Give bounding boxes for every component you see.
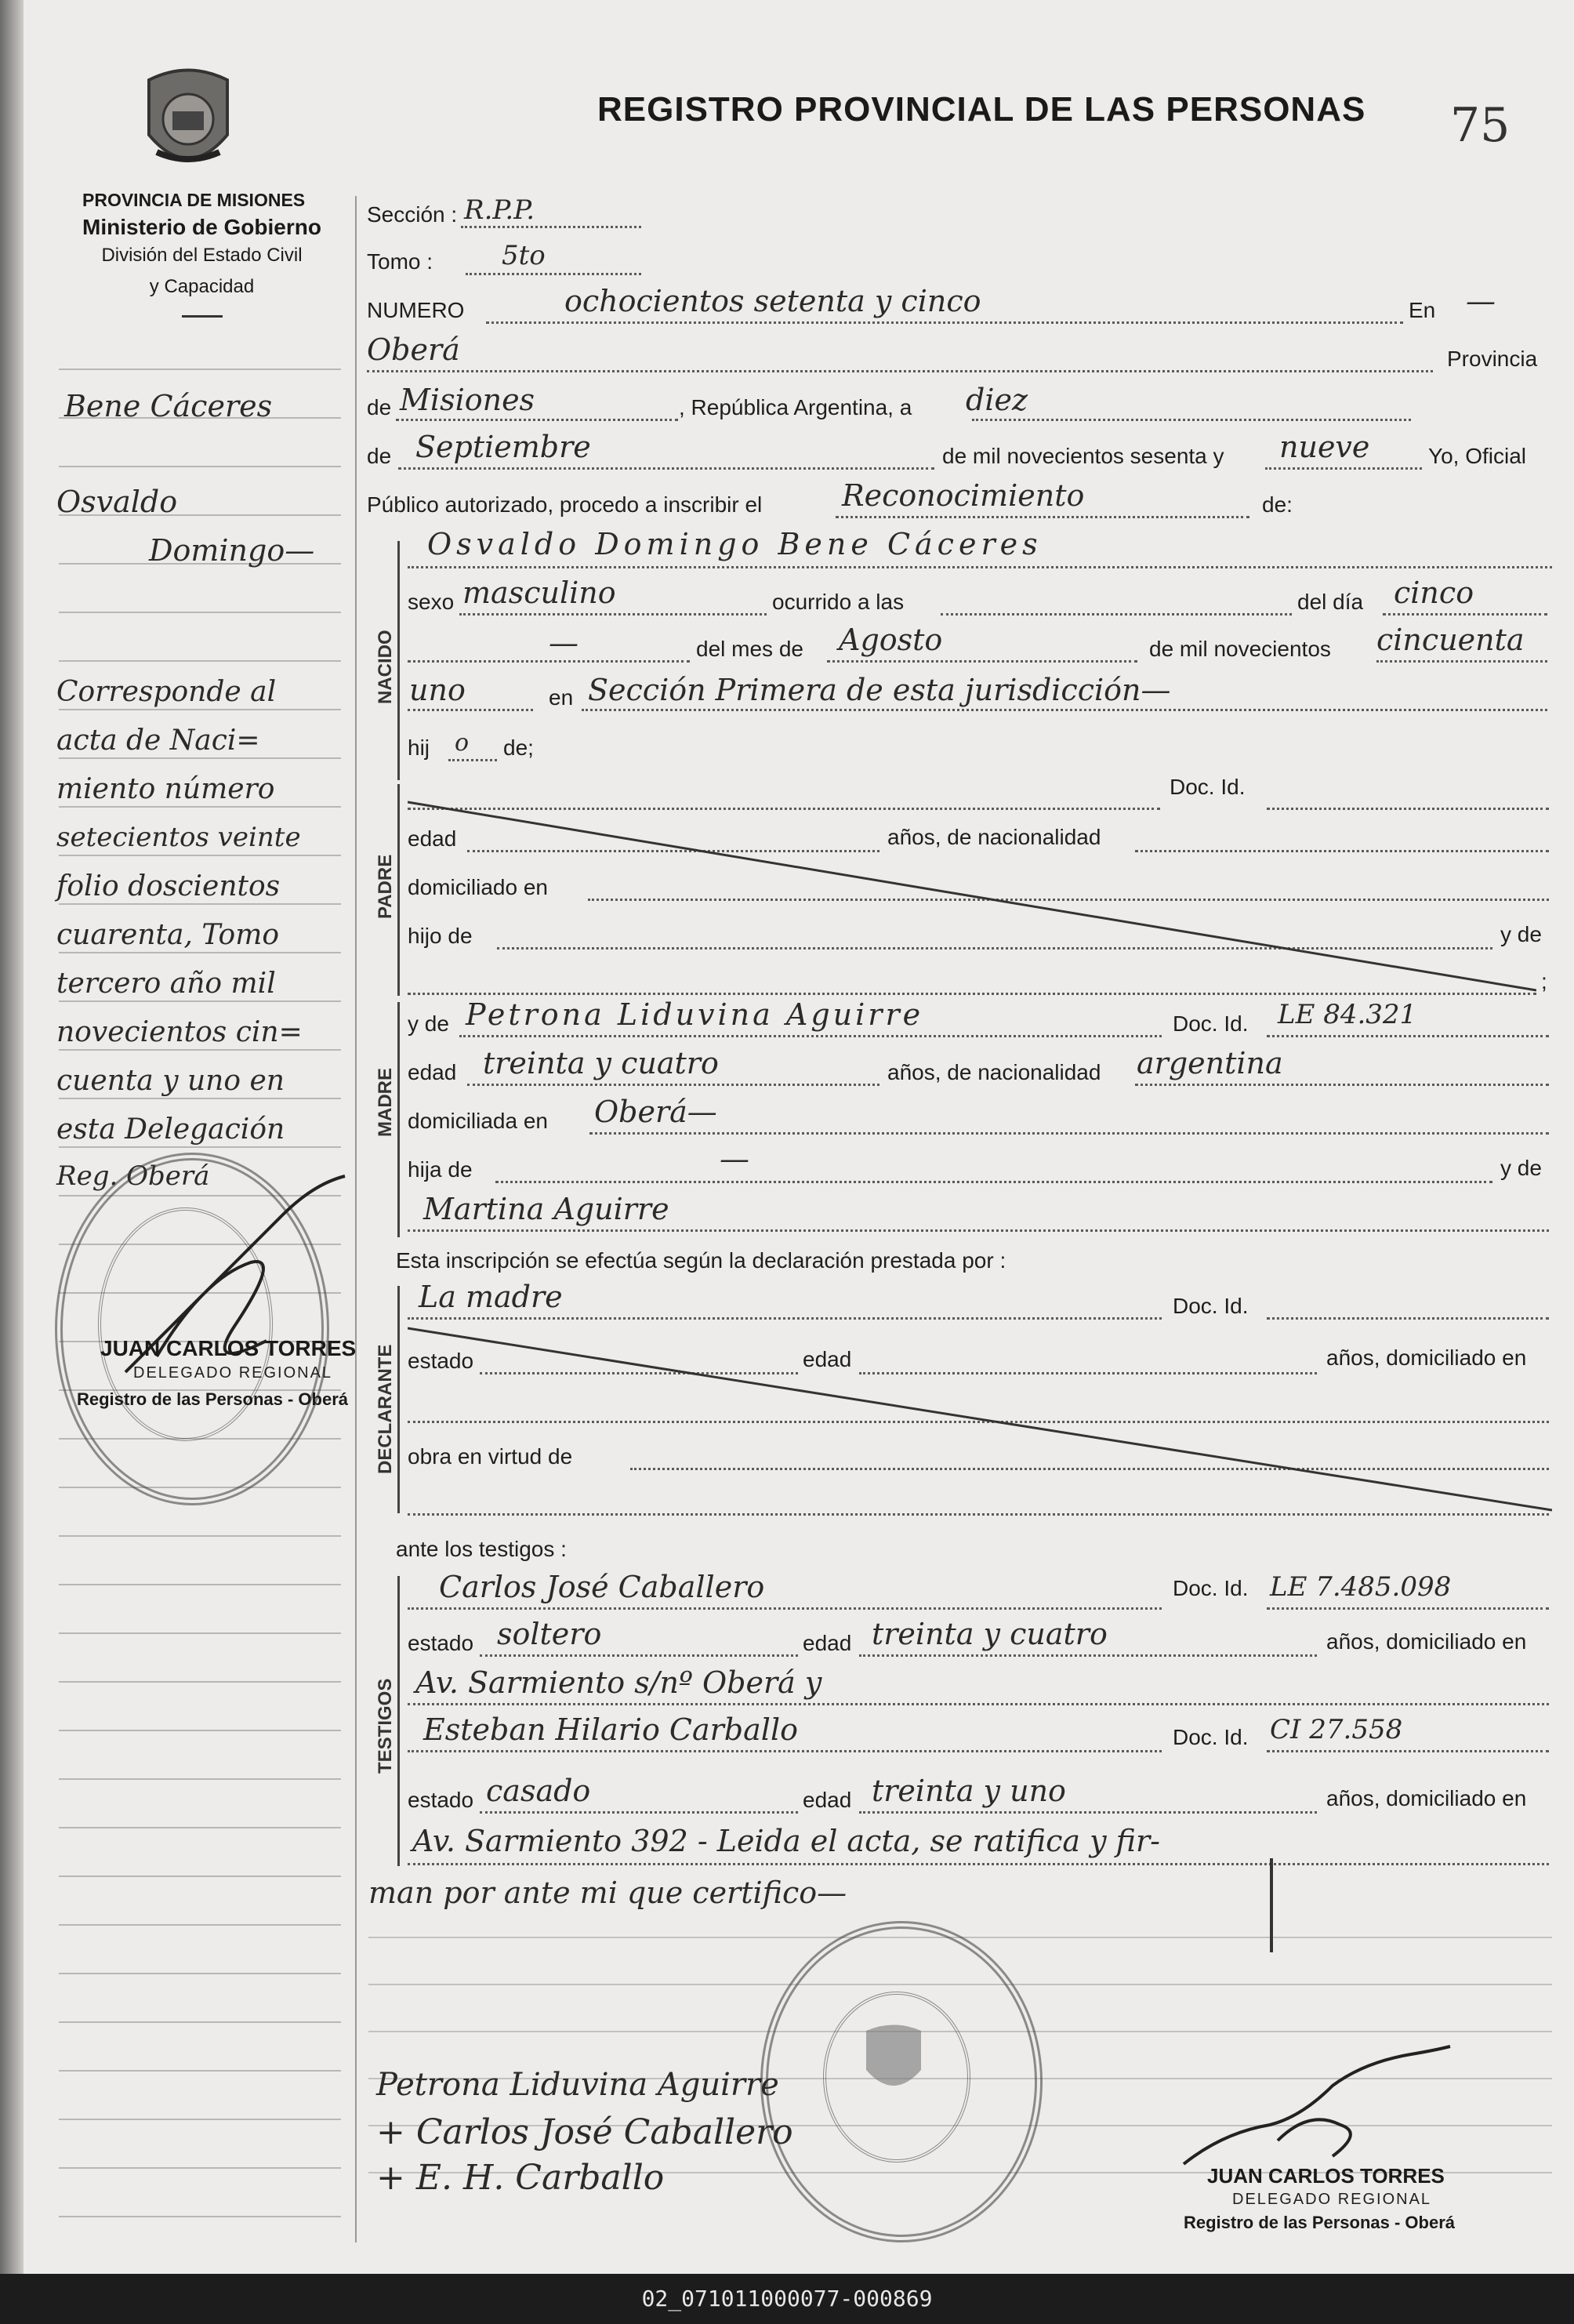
signature-mother: Petrona Liduvina Aguirre	[376, 2067, 779, 2103]
padre-bracket	[397, 784, 400, 996]
coat-of-arms-icon	[141, 64, 235, 182]
margin-note-4: setecientos veinte	[56, 822, 301, 853]
official-role: DELEGADO REGIONAL	[1232, 2191, 1432, 2208]
madre-y-de-label: y de	[408, 1011, 449, 1036]
madre-dom-value: Oberá—	[594, 1095, 717, 1129]
en-label: En	[1409, 298, 1436, 322]
page-number: 75	[1450, 98, 1511, 153]
madre-bracket	[397, 1002, 400, 1237]
madre-doc-label: Doc. Id.	[1173, 1011, 1249, 1036]
testigo1-estado-value: soltero	[497, 1617, 602, 1651]
sexo-label: sexo	[408, 590, 455, 614]
margin-note-10: esta Delegación	[56, 1113, 285, 1146]
padre-y-de-label: y de	[1500, 922, 1542, 946]
left-stamp-name: JUAN CARLOS TORRES	[100, 1336, 357, 1360]
hij-label: hij	[408, 735, 430, 760]
margin-note-8: novecientos cin=	[56, 1016, 303, 1048]
de4-label: de;	[503, 735, 534, 760]
en-value: —	[1466, 284, 1496, 318]
testigos-bracket	[397, 1576, 400, 1866]
testigo1-edad-label: edad	[803, 1631, 852, 1655]
testigos-section-label: TESTIGOS	[375, 1678, 396, 1774]
margin-note-5: folio doscientos	[56, 870, 281, 902]
de2-label: de	[367, 444, 392, 468]
testigo2-doc-label: Doc. Id.	[1173, 1725, 1249, 1749]
padre-hijo-label: hijo de	[408, 924, 473, 948]
margin-note-3: miento número	[56, 773, 275, 805]
province-label: PROVINCIA DE MISIONES	[82, 190, 306, 210]
lugar-nac-value: Sección Primera de esta jurisdicción—	[588, 673, 1171, 707]
padre-strike-line	[408, 798, 1536, 994]
division-label-1: División del Estado Civil	[101, 245, 303, 266]
padre-edad-label: edad	[408, 826, 457, 851]
testigo1-nombre-value: Carlos José Caballero	[439, 1570, 765, 1604]
hij-suffix-value: o	[455, 729, 470, 757]
testigo2-dom-value: Av. Sarmiento 392 - Leida el acta, se ratifica y fir-	[412, 1824, 1161, 1858]
left-stamp-role: DELEGADO REGIONAL	[133, 1364, 333, 1382]
page-binding-shadow	[0, 0, 24, 2274]
margin-note-7: tercero año mil	[56, 968, 276, 1000]
testigo2-doc-value: CI 27.558	[1270, 1714, 1403, 1745]
declarante-obra-label: obra en virtud de	[408, 1444, 573, 1469]
nacido-bracket	[397, 541, 400, 780]
ante-testigos-label: ante los testigos :	[396, 1537, 567, 1561]
testigo2-nombre-value: Esteban Hilario Carballo	[423, 1712, 798, 1747]
madre-anos-label: años, de nacionalidad	[887, 1060, 1101, 1084]
declarante-edad-label: edad	[803, 1347, 852, 1371]
official-name: JUAN CARLOS TORRES	[1207, 2164, 1445, 2188]
anio-nac-value-2: uno	[409, 673, 466, 707]
nombre-value: Osvaldo Domingo Bene Cáceres	[427, 527, 1043, 561]
anio-nac-value-1: cincuenta	[1376, 623, 1525, 657]
sexo-value: masculino	[462, 576, 616, 610]
margin-note-9: cuenta y uno en	[56, 1065, 285, 1097]
signature-witness-1: + Carlos José Caballero	[376, 2112, 793, 2152]
testigo2-edad-value: treinta y uno	[872, 1774, 1066, 1808]
seccion-label: Sección :	[367, 202, 458, 227]
stamp-crest-icon	[862, 2023, 925, 2101]
ocurrido-label: ocurrido a las	[772, 590, 905, 614]
margin-note-1: Corresponde al	[56, 676, 277, 708]
mes-nac-value: Agosto	[839, 623, 943, 657]
madre-hija-de-value: —	[720, 1142, 749, 1176]
declarante-value: La madre	[419, 1280, 563, 1314]
dia-nac-value: cinco	[1394, 576, 1474, 610]
numero-label: NUMERO	[367, 298, 465, 322]
margin-name-1: Osvaldo	[56, 485, 178, 519]
testigo2-estado-label: estado	[408, 1788, 474, 1812]
testigo1-doc-label: Doc. Id.	[1173, 1576, 1249, 1600]
dia-value: diez	[966, 383, 1028, 417]
mil-nov-label: de mil novecientos	[1149, 637, 1331, 661]
dash-nac-value: —	[549, 626, 578, 660]
image-id-footer: 02_071011000077-000869	[0, 2274, 1574, 2324]
testigo1-edad-value: treinta y cuatro	[872, 1617, 1108, 1651]
testigo2-estado-value: casado	[486, 1774, 591, 1808]
official-office: Registro de las Personas - Oberá	[1184, 2213, 1456, 2232]
testigo1-dom-value: Av. Sarmiento s/nº Oberá y	[415, 1665, 822, 1700]
margin-name-2: Domingo—	[149, 533, 315, 568]
declarante-doc-label: Doc. Id.	[1173, 1294, 1249, 1318]
declarante-estado-label: estado	[408, 1349, 474, 1373]
signature-witness-2: + E. H. Carballo	[376, 2158, 665, 2198]
provincia-label: Provincia	[1447, 347, 1538, 371]
closing-text: man por ante mi que certifico—	[368, 1876, 847, 1910]
left-signature-scribble	[110, 1168, 368, 1396]
tomo-label: Tomo :	[367, 249, 433, 274]
en2-label: en	[549, 685, 574, 710]
margin-note-2: acta de Naci=	[56, 724, 260, 757]
mil-sesenta-label: de mil novecientos sesenta y	[942, 444, 1224, 468]
inscripcion-label: Esta inscripción se efectúa según la declaración prestada por :	[396, 1248, 1006, 1273]
testigo1-doc-value: LE 7.485.098	[1270, 1571, 1452, 1603]
madre-edad-label: edad	[408, 1060, 457, 1084]
tomo-value: 5to	[502, 240, 546, 271]
margin-surname: Bene Cáceres	[64, 389, 273, 423]
madre-nombre-value: Petrona Liduvina Aguirre	[466, 997, 924, 1032]
ministry-label: Ministerio de Gobierno	[82, 215, 321, 239]
madre-hija-label: hija de	[408, 1157, 473, 1182]
closing-bar	[1270, 1858, 1273, 1952]
numero-value: ochocientos setenta y cinco	[564, 284, 981, 318]
del-dia-label: del día	[1297, 590, 1364, 614]
del-mes-label: del mes de	[696, 637, 803, 661]
official-signature-scribble	[1176, 2039, 1458, 2180]
madre-nac-value: argentina	[1137, 1046, 1283, 1080]
margin-note-6: cuarenta, Tomo	[56, 919, 280, 951]
testigo1-estado-label: estado	[408, 1631, 474, 1655]
madre-doc-value: LE 84.321	[1278, 999, 1417, 1030]
padre-dom-label: domiciliado en	[408, 875, 548, 899]
testigo1-anos-label: años, domiciliado en	[1326, 1629, 1527, 1654]
madre-section-label: MADRE	[375, 1068, 396, 1137]
acto-value: Reconocimiento	[842, 478, 1085, 513]
madre-dom-label: domiciliada en	[408, 1109, 548, 1133]
division-label-2: y Capacidad	[149, 276, 255, 297]
left-stamp-office: Registro de las Personas - Oberá	[77, 1389, 349, 1409]
anio-value: nueve	[1279, 430, 1370, 464]
declarante-strike-line	[408, 1325, 1552, 1513]
page-title: REGISTRO PROVINCIAL DE LAS PERSONAS	[597, 90, 1366, 129]
provincia-value: Misiones	[400, 383, 535, 417]
de-label: de	[367, 395, 392, 419]
declarante-bracket	[397, 1286, 400, 1513]
declarante-anos-label: años, domiciliado en	[1326, 1345, 1527, 1370]
testigo2-edad-label: edad	[803, 1788, 852, 1812]
nacido-section-label: NACIDO	[375, 630, 396, 704]
testigo2-anos-label: años, domiciliado en	[1326, 1786, 1527, 1810]
padre-anos-label: años, de nacionalidad	[887, 825, 1101, 849]
yo-oficial-label: Yo, Oficial	[1428, 444, 1527, 468]
publico-label: Público autorizado, procedo a inscribir el	[367, 492, 763, 517]
margin-note-11: Reg. Oberá	[56, 1160, 210, 1192]
madre-edad-value: treinta y cuatro	[483, 1046, 719, 1080]
padre-section-label: PADRE	[375, 854, 396, 919]
seccion-value: R.P.P.	[464, 194, 535, 226]
republica-label: , República Argentina, a	[679, 395, 912, 419]
madre-y-de2-label: y de	[1500, 1156, 1542, 1180]
de3-label: de:	[1262, 492, 1293, 517]
mes-value: Septiembre	[415, 430, 591, 464]
padre-semicolon: ;	[1541, 969, 1547, 993]
city-value: Oberá	[367, 332, 460, 367]
division-underline	[182, 315, 223, 318]
padre-doc-label: Doc. Id.	[1170, 775, 1246, 799]
madre-hija-de-value-2: Martina Aguirre	[423, 1192, 669, 1226]
declarante-section-label: DECLARANTE	[375, 1344, 396, 1474]
